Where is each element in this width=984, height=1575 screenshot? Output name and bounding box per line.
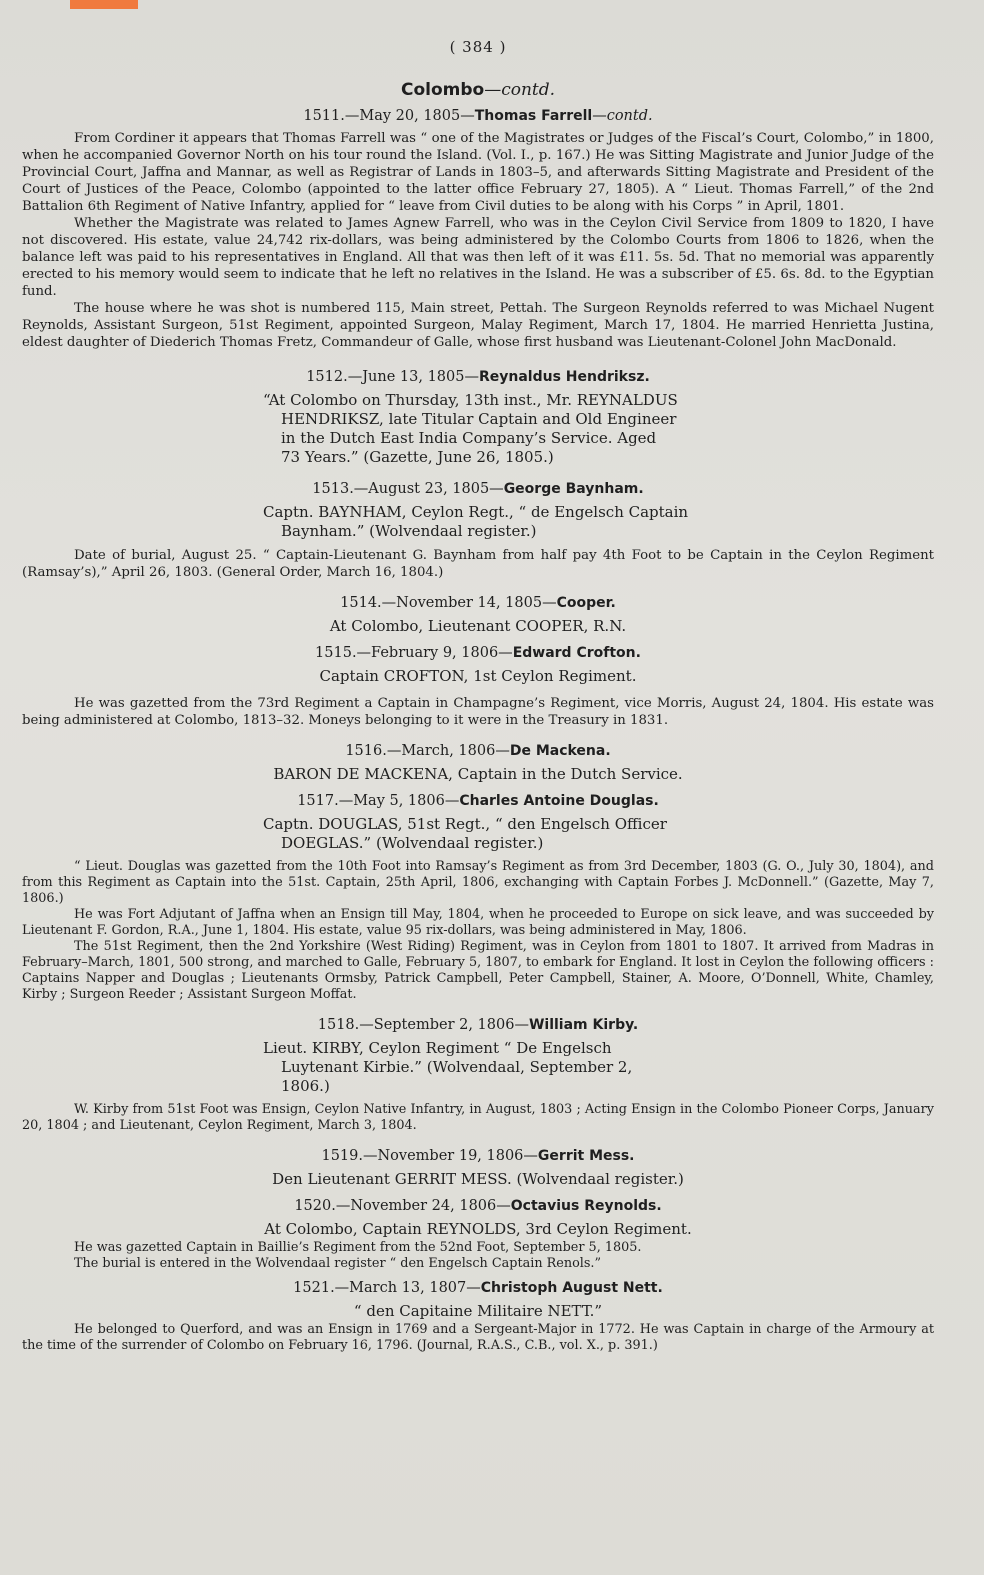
quote-line: “At Colombo on Thursday, 13th inst., Mr. REYNALDUS — [263, 391, 678, 409]
entry-heading-1519 — [22, 1148, 934, 1164]
entry-heading-1513 — [22, 481, 934, 497]
entry-heading-1511 — [22, 108, 934, 124]
entry-line: BARON DE MACKENA, Captain in the Dutch Service. — [273, 765, 683, 783]
quotation — [253, 391, 703, 467]
quotation — [253, 815, 703, 853]
section-contd: —contd. — [484, 80, 556, 100]
entry-name: De Mackena. — [509, 743, 611, 759]
entry-date: 1513.—August 23, 1805— — [312, 481, 504, 497]
entry-heading-1518 — [22, 1017, 934, 1033]
quote-line: HENDRIKSZ, late Titular Captain and Old Engineer — [281, 410, 677, 428]
entry-date: 1511.—May 20, 1805— — [303, 108, 475, 124]
entry-date: 1521.—March 13, 1807— — [293, 1280, 481, 1296]
paragraph: He was gazetted Captain in Baillie’s Regiment from the 52nd Foot, September 5, 1805. — [74, 1240, 642, 1255]
entry-name: William Kirby. — [528, 1017, 639, 1033]
quote-line: Luytenant Kirbie.” (Wolvendaal, September 2, — [281, 1058, 633, 1076]
entry-name: Gerrit Mess. — [537, 1148, 635, 1164]
entry-date: 1517.—May 5, 1806— — [297, 793, 460, 809]
quote-line: in the Dutch East India Company’s Service. Aged — [281, 429, 657, 447]
orange-bookmark-tab — [70, 0, 138, 9]
quote-line: 1806.) — [281, 1077, 330, 1095]
entry-line: At Colombo, Captain REYNOLDS, 3rd Ceylon Regiment. — [264, 1220, 692, 1238]
quotation — [253, 503, 703, 541]
paragraph: The burial is entered in the Wolvendaal register “ den Engelsch Captain Renols.” — [74, 1256, 602, 1271]
quotation — [253, 1039, 703, 1096]
entry-heading-1520 — [22, 1198, 934, 1214]
entry-heading-1512 — [22, 369, 934, 385]
entry-name: Reynaldus Hendriksz. — [478, 369, 650, 385]
quote-line: DOEGLAS.” (Wolvendaal register.) — [281, 834, 544, 852]
entry-line: Captain CROFTON, 1st Ceylon Regiment. — [319, 667, 637, 685]
paragraph: He was Fort Adjutant of Jaffna when an Ensign till May, 1804, when he proceeded to Europe on sick leave, and was succeeded by Lieutenant F. Gordon, R.A., June 1, 1804. His estate, value 95 rix-dollars, was being administered in May, 1806. — [22, 907, 934, 938]
quote-line: 73 Years.” (Gazette, June 26, 1805.) — [281, 448, 554, 466]
entry-heading-1521 — [22, 1280, 934, 1296]
entry-date: 1520.—November 24, 1806— — [294, 1198, 511, 1214]
paragraph: W. Kirby from 51st Foot was Ensign, Ceylon Native Infantry, in August, 1803 ; Acting Ensign in the Colombo Pioneer Corps, January 20, 1804 ; and Lieutenant, Ceylon Regiment, March 3, 1804. — [22, 1102, 934, 1133]
entry-line: Den Lieutenant GERRIT MESS. (Wolvendaal register.) — [272, 1170, 684, 1188]
entry-line: At Colombo, Lieutenant COOPER, R.N. — [329, 617, 627, 635]
paragraph: The 51st Regiment, then the 2nd Yorkshire (West Riding) Regiment, was in Ceylon from 1801 to 1807. It arrived from Madras in February–March, 1801, 500 strong, and marched to Galle, February 5, 1807, to embark for England. It lost in Ceylon the following officers : Captains Napper and Douglas ; Lieutenants Ormsby, Patrick Campbell, Peter Campbell, Stainer, A. Moore, O’Donnell, White, Chamley, Kirby ; Surgeon Reeder ; Assistant Surgeon Moffat. — [22, 939, 934, 1002]
document-page — [22, 38, 934, 1354]
entry-line: “ den Capitaine Militaire NETT.” — [353, 1302, 603, 1320]
section-title — [22, 80, 934, 100]
paragraph: Date of burial, August 25. “ Captain-Lieutenant G. Baynham from half pay 4th Foot to be Captain in the Ceylon Regiment (Ramsay’s),” April 26, 1803. (General Order, March 16, 1804.) — [22, 548, 934, 580]
entry-date: 1515.—February 9, 1806— — [315, 645, 513, 661]
entry-heading-1516 — [22, 743, 934, 759]
entry-name: Charles Antoine Douglas. — [459, 793, 659, 809]
entry-heading-1514 — [22, 595, 934, 611]
paragraph: He belonged to Querford, and was an Ensign in 1769 and a Sergeant-Major in 1772. He was Captain in charge of the Armoury at the time of the surrender of Colombo on February 16, 1796. (Journal, R.A.S., C.B., vol. X., p. 391.) — [22, 1322, 934, 1353]
entry-heading-1517 — [22, 793, 934, 809]
entry-date: 1516.—March, 1806— — [345, 743, 510, 759]
entry-name: Cooper. — [556, 595, 616, 611]
quote-line: Captn. BAYNHAM, Ceylon Regt., “ de Engelsch Captain — [263, 503, 689, 521]
page-number: ( 384 ) — [449, 38, 507, 56]
entry-name: George Baynham. — [503, 481, 644, 497]
entry-name: Thomas Farrell — [474, 108, 593, 124]
entry-heading-1515 — [22, 645, 934, 661]
paragraph: “ Lieut. Douglas was gazetted from the 10th Foot into Ramsay’s Regiment as from 3rd December, 1803 (G. O., July 30, 1804), and from this Regiment as Captain into the 51st. Captain, 25th April, 1806, exchanging with Captain Forbes J. McDonnell.” (Gazette, May 7, 1806.) — [22, 859, 934, 906]
entry-contd: —contd. — [592, 108, 653, 124]
entry-date: 1512.—June 13, 1805— — [306, 369, 479, 385]
entry-name: Octavius Reynolds. — [510, 1198, 662, 1214]
paragraph: Whether the Magistrate was related to James Agnew Farrell, who was in the Ceylon Civil Service from 1809 to 1820, I have not discovered. His estate, value 24,742 rix-dollars, was being administered by the Colombo Courts from 1806 to 1826, when the balance left was paid to his representatives in England. All that was then left of it was £11. 5s. 5d. That no memorial was apparently erected to his memory would seem to indicate that he left no relatives in the Island. He was a subscriber of £5. 6s. 8d. to the Egyptian fund. — [22, 216, 934, 299]
entry-name: Edward Crofton. — [512, 645, 641, 661]
section-place: Colombo — [400, 80, 485, 100]
paragraph: He was gazetted from the 73rd Regiment a Captain in Champagne’s Regiment, vice Morris, August 24, 1804. His estate was being administered at Colombo, 1813–32. Moneys belonging to it were in the Treasury in 1831. — [22, 696, 934, 728]
entry-date: 1519.—November 19, 1806— — [321, 1148, 538, 1164]
paragraph: The house where he was shot is numbered 115, Main street, Pettah. The Surgeon Reynolds referred to was Michael Nugent Reynolds, Assistant Surgeon, 51st Regiment, appointed Surgeon, Malay Regiment, March 17, 1804. He married Henrietta Justina, eldest daughter of Diederich Thomas Fretz, Commandeur of Galle, whose first husband was Lieutenant-Colonel John MacDonald. — [22, 301, 934, 350]
entry-date: 1518.—September 2, 1806— — [317, 1017, 529, 1033]
entry-name: Christoph August Nett. — [480, 1280, 663, 1296]
paragraph: From Cordiner it appears that Thomas Farrell was “ one of the Magistrates or Judges of the Fiscal’s Court, Colombo,” in 1800, when he accompanied Governor North on his tour round the Island. (Vol. I., p. 167.) He was Sitting Magistrate and Junior Judge of the Provincial Court, Jaffna and Mannar, as well as Registrar of Lands in 1803–5, and afterwards Sitting Magistrate and President of the Court of Justices of the Peace, Colombo (appointed to the latter office February 27, 1805). A “ Lieut. Thomas Farrell,” of the 2nd Battalion 6th Regiment of Native Infantry, applied for “ leave from Civil duties to be along with his Corps ” in April, 1801. — [22, 131, 934, 214]
quote-line: Captn. DOUGLAS, 51st Regt., “ den Engelsch Officer — [263, 815, 667, 833]
quote-line: Baynham.” (Wolvendaal register.) — [281, 522, 537, 540]
entry-date: 1514.—November 14, 1805— — [340, 595, 557, 611]
quote-line: Lieut. KIRBY, Ceylon Regiment “ De Engelsch — [263, 1039, 612, 1057]
